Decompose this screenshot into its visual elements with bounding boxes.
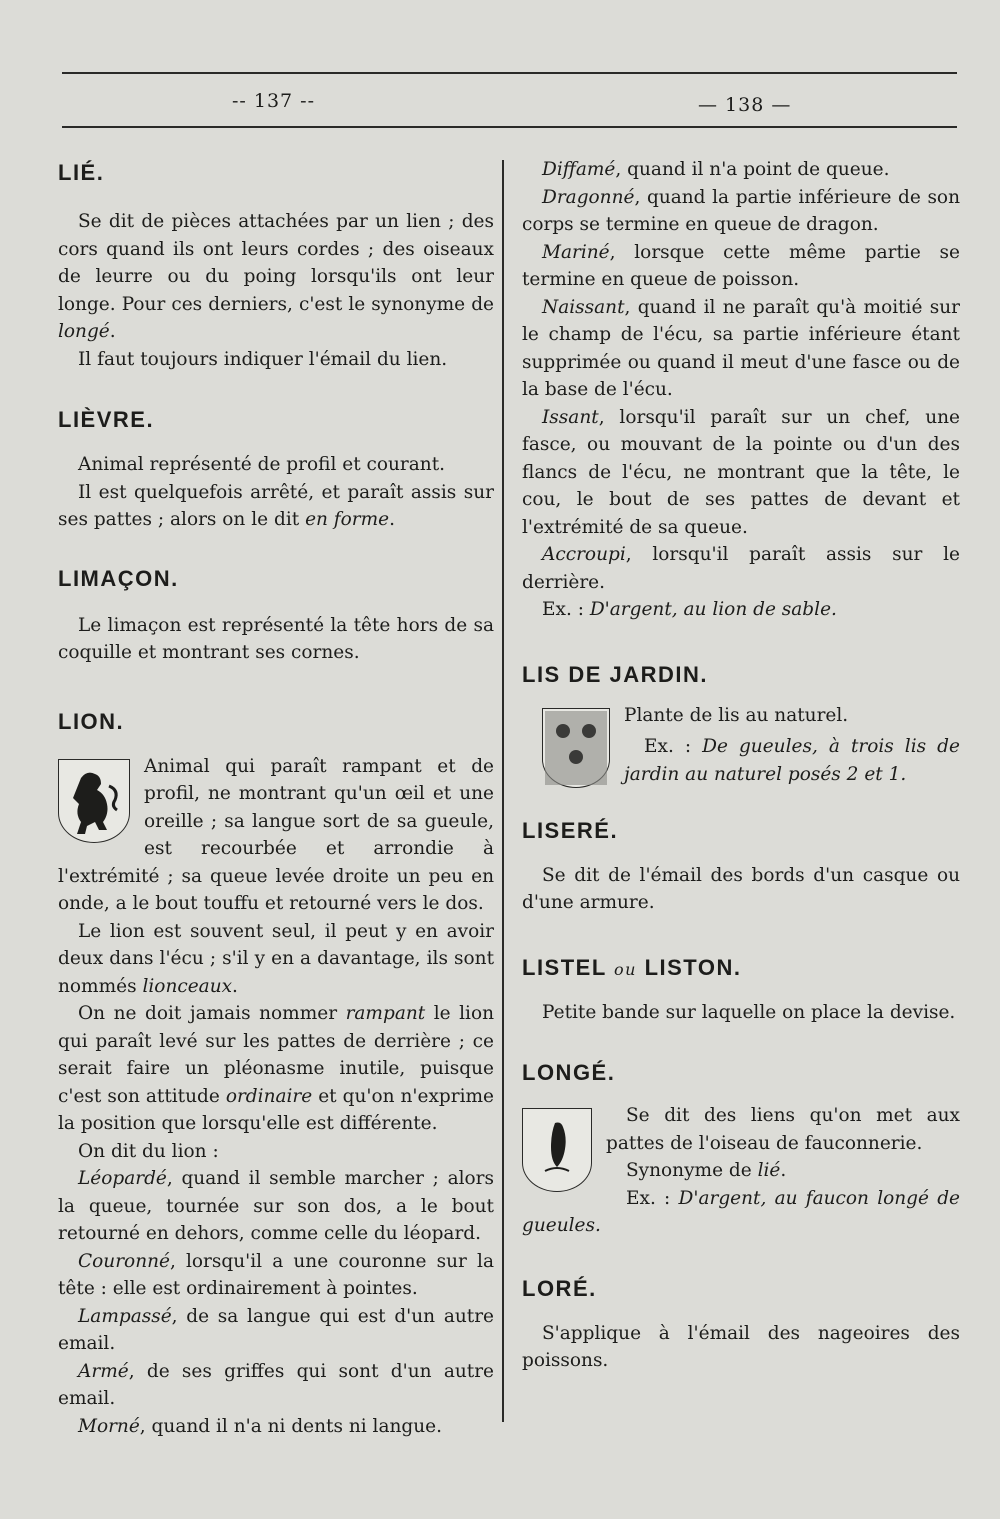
three-lilies-shield-icon	[542, 708, 610, 788]
entry-text-longe: Se dit des liens qu'on met aux pattes de l'oiseau de fauconnerie.	[606, 1105, 960, 1154]
entry-heading-lion: LION.	[58, 708, 125, 734]
entry-text-lion: Animal qui paraît rampant et de profil, ne montrant qu'un œil et une oreille ; sa langue sort de sa gueule, est recourbée et arrondie à l'extrémité ; sa queue levée droite un peu en onde, a le bout touffu et retourné vers le dos.	[58, 755, 494, 914]
entry-text-lie: Se dit de pièces attachées par un lien ; des cors quand ils ont leurs cordes ; des oiseaux de leurre ou du poing lorsqu'ils ont leur longe. Pour ces derniers, c'est le synonyme de longé.	[58, 211, 494, 342]
header-rule-top	[62, 72, 957, 74]
header-rule-bottom	[62, 126, 957, 128]
entry-text-lievre-2: Il est quelquefois arrêté, et paraît assis sur ses pattes ; alors on le dit en forme.	[58, 481, 494, 530]
lion-term-arme: Armé, de ses griffes qui sont d'un autre email.	[58, 1360, 494, 1409]
entry-text-lion-2: Le lion est souvent seul, il peut y en avoir deux dans l'écu ; s'il y en a davantage, ils sont nommés lionceaux.	[58, 920, 494, 997]
entry-text-listel: Petite bande sur laquelle on place la devise.	[542, 1001, 956, 1023]
lion-term-diffame: Diffamé, quand il n'a point de queue.	[542, 159, 890, 180]
entry-example-longe: Ex. : D'argent, au faucon longé de gueules.	[522, 1187, 960, 1236]
lion-term-lampasse: Lampassé, de sa langue qui est d'un autre email.	[58, 1305, 494, 1354]
lion-term-issant: Issant, lorsqu'il paraît sur un chef, une fasce, ou mouvant de la pointe ou d'un des flancs de l'écu, ne montrant que la tête, le cou, le bout de ses pattes de devant et l'extrémité de sa queue.	[522, 406, 960, 538]
entry-text-lievre: Animal représenté de profil et courant.	[78, 454, 446, 475]
entry-heading-lis-de-jardin: LIS DE JARDIN.	[522, 661, 709, 687]
page-number-left: -- 137 --	[232, 90, 316, 112]
entry-heading-lievre: LIÈVRE.	[58, 407, 155, 432]
lion-term-marine: Mariné, lorsque cette même partie se termine en queue de poisson.	[522, 241, 960, 290]
entry-synonym-longe: Synonyme de lié.	[626, 1160, 787, 1181]
entry-heading-limacon: LIMAÇON.	[58, 565, 179, 591]
lion-term-couronne: Couronné, lorsqu'il a une couronne sur la tête : elle est ordinairement à pointes.	[58, 1250, 494, 1299]
entry-heading-listel: LISTEL ou LISTON.	[522, 954, 742, 980]
entry-text-lion-3: On ne doit jamais nommer rampant le lion qui paraît levé sur les pattes de derrière ; ce serait faire un pléonasme inutile, puisque c'est son attitude ordinaire et qu'on n'exprime la position que lorsqu'elle est différente.	[58, 1003, 494, 1134]
lion-rampant-shield-icon	[58, 759, 130, 843]
entry-text-limacon: Le limaçon est représenté la tête hors de sa coquille et montrant ses cornes.	[58, 614, 494, 663]
entry-heading-lore: LORÉ.	[522, 1275, 597, 1301]
lion-term-accroupi: Accroupi, lorsqu'il paraît assis sur le derrière.	[522, 544, 960, 593]
entry-text-lore: S'applique à l'émail des nageoires des poissons.	[522, 1322, 960, 1371]
right-column	[522, 156, 960, 1375]
entry-text-lie-2: Il faut toujours indiquer l'émail du lien.	[78, 348, 448, 370]
lion-term-morne: Morné, quand il n'a ni dents ni langue.	[78, 1415, 442, 1437]
entry-text-lion-4: On dit du lion :	[78, 1140, 219, 1162]
page-number-right: — 138 —	[698, 94, 792, 116]
entry-heading-lie: LIÉ.	[58, 160, 105, 185]
lion-term-dragonne: Dragonné, quand la partie inférieure de son corps se termine en queue de dragon.	[522, 186, 960, 235]
lion-term-naissant: Naissant, quand il ne paraît qu'à moitié sur le champ de l'écu, sa partie inférieure étant supprimée ou quand il meut d'une fasce ou de la base de l'écu.	[522, 296, 960, 400]
entry-text-lis-de-jardin: Plante de lis au naturel.	[624, 704, 849, 726]
falcon-shield-icon	[522, 1108, 592, 1192]
lion-term-leoparde: Léopardé, quand il semble marcher ; alors la queue, tournée sur son dos, a le bout retourné en dehors, comme celle du léopard.	[58, 1168, 494, 1244]
left-column	[58, 150, 494, 1440]
column-divider	[502, 160, 504, 1422]
lion-example: Ex. : D'argent, au lion de sable.	[542, 599, 837, 620]
entry-example-lis-de-jardin: Ex. : De gueules, à trois lis de jardin au naturel posés 2 et 1.	[624, 736, 960, 785]
entry-heading-lisere: LISERÉ.	[522, 817, 619, 843]
entry-heading-longe: LONGÉ.	[522, 1060, 616, 1085]
entry-text-lisere: Se dit de l'émail des bords d'un casque ou d'une armure.	[522, 864, 960, 913]
